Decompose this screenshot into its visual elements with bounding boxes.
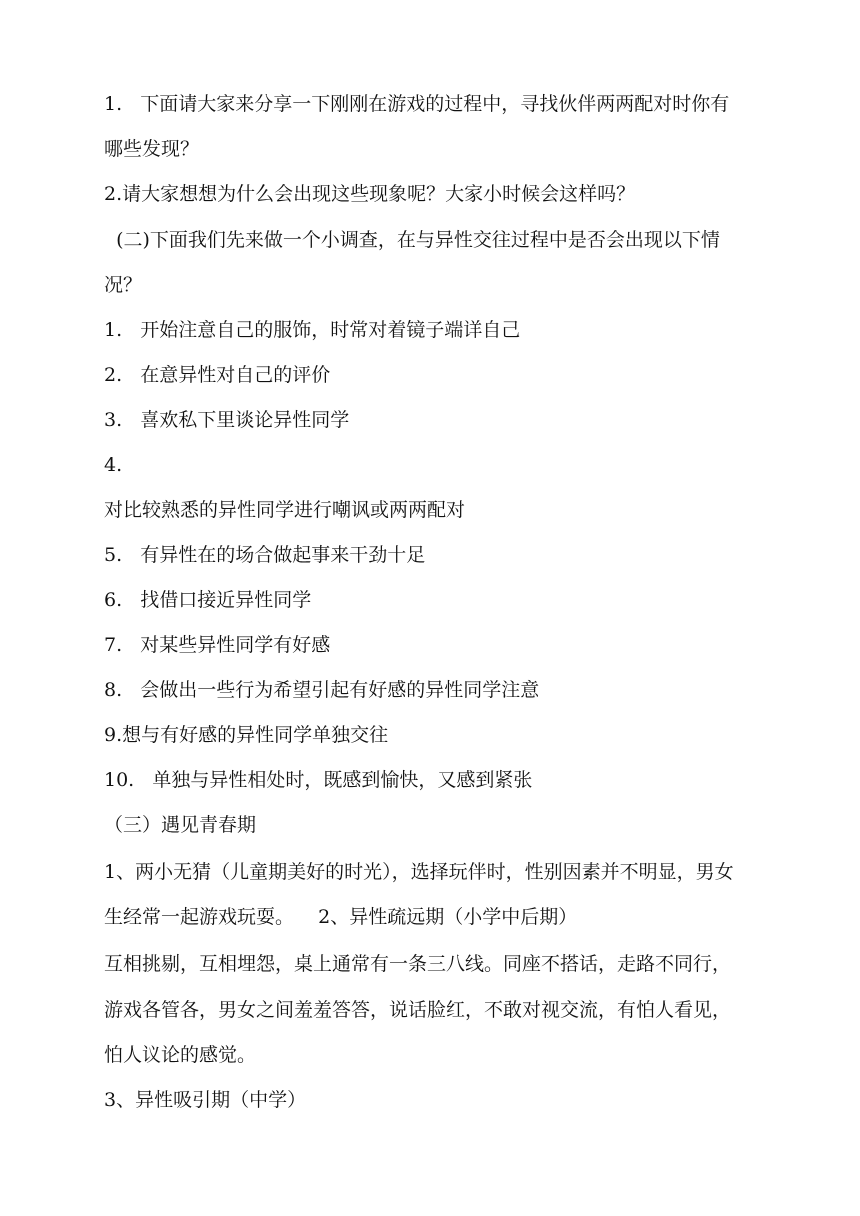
text-line-8: 3. 喜欢私下里谈论异性同学 xyxy=(104,409,350,431)
text-line-1: 1. 下面请大家来分享一下刚刚在游戏的过程中，寻找伙伴两两配对时你有 xyxy=(104,93,730,115)
text-line-23: 3、异性吸引期（中学） xyxy=(104,1089,307,1111)
text-line-6: 1. 开始注意自己的服饰，时常对着镜子端详自己 xyxy=(104,319,521,341)
text-line-17: （三）遇见青春期 xyxy=(104,814,257,836)
text-line-7: 2. 在意异性对自己的评价 xyxy=(104,364,331,386)
text-line-5: 况？ xyxy=(104,274,143,296)
text-line-16: 10. 单独与异性相处时，既感到愉快，又感到紧张 xyxy=(104,769,533,791)
text-line-19: 生经常一起游戏玩耍。 2、异性疏远期（小学中后期） xyxy=(104,906,578,928)
text-line-18: 1、两小无猜（儿童期美好的时光），选择玩伴时，性别因素并不明显，男女 xyxy=(104,861,734,883)
text-line-4: (二)下面我们先来做一个小调查，在与异性交往过程中是否会出现以下情 xyxy=(104,229,720,251)
text-line-20: 互相挑剔，互相埋怨，桌上通常有一条三八线。同座不搭话，走路不同行， xyxy=(104,953,732,975)
text-line-11: 5. 有异性在的场合做起事来干劲十足 xyxy=(104,544,426,566)
text-line-9: 4. xyxy=(104,454,123,476)
text-line-12: 6. 找借口接近异性同学 xyxy=(104,589,312,611)
text-line-10: 对比较熟悉的异性同学进行嘲讽或两两配对 xyxy=(104,499,466,521)
text-line-2: 哪些发现？ xyxy=(104,138,200,160)
text-line-3: 2.请大家想想为什么会出现这些现象呢？大家小时候会这样吗？ xyxy=(104,183,636,205)
text-line-21: 游戏各管各，男女之间羞羞答答，说话脸红，不敢对视交流，有怕人看见， xyxy=(104,999,732,1021)
text-line-13: 7. 对某些异性同学有好感 xyxy=(104,634,331,656)
text-line-14: 8. 会做出一些行为希望引起有好感的异性同学注意 xyxy=(104,679,540,701)
text-line-22: 怕人议论的感觉。 xyxy=(104,1044,257,1066)
text-line-15: 9.想与有好感的异性同学单独交往 xyxy=(104,724,389,746)
